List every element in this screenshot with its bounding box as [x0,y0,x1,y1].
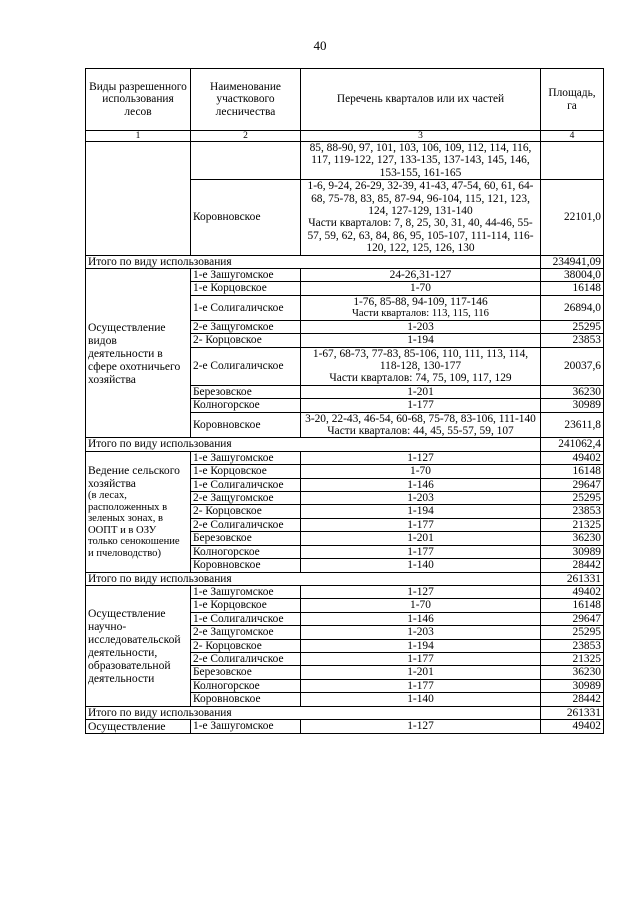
forestry-name-cell: Коровновское [191,559,301,572]
quarters-cell: 1-194 [301,334,541,347]
forestry-name-cell: 1-е Корцовское [191,282,301,295]
table-row [86,585,604,598]
quarters-cell: 1-127 [301,719,541,733]
use-type-line: деятельности в [88,346,163,360]
forestry-name-cell: Березовское [191,666,301,679]
area-cell: 36230 [541,532,604,545]
quarters-cell: 85, 88-90, 97, 101, 103, 106, 109, 112, 114, 116, 117, 119-122, 127, 133-135, 137-143, 145, 146, 153-155, 161-165 [301,142,541,180]
column-number: 2 [191,131,301,142]
area-cell: 29647 [541,612,604,625]
forestry-name-cell: 2-е Защугомское [191,320,301,333]
area-cell: 25295 [541,492,604,505]
area-cell: 21325 [541,518,604,531]
quarters-cell: 1-177 [301,518,541,531]
area-cell: 23853 [541,505,604,518]
use-type-cell [86,451,191,572]
use-type-cell [86,269,191,438]
area-cell: 16148 [541,282,604,295]
quarters-cell: 1-70 [301,599,541,612]
forestry-name-cell: 1-е Корцовское [191,599,301,612]
quarters-cell: 1-127 [301,585,541,598]
area-cell: 22101,0 [541,180,604,255]
use-type-line: (в лесах, [88,490,127,502]
use-type-line: Осуществление [88,606,166,620]
area-cell: 21325 [541,652,604,665]
quarters-cell [301,347,541,385]
column-number-row [86,131,604,142]
quarters-cell: 1-140 [301,693,541,706]
use-type-line: Осуществление [88,320,166,334]
use-type-line: научно- [88,619,127,633]
area-cell: 30989 [541,399,604,412]
use-type-cell [86,585,191,706]
header-forestry-name: Наименование участкового лесничества [191,69,301,131]
forestry-name-cell: 1-е Зашугомское [191,451,301,464]
forestry-name-cell: 2- Корцовское [191,334,301,347]
quarters-cell: 1-194 [301,639,541,652]
total-label: Итого по виду использования [86,706,541,719]
forestry-name-cell: 1-е Солигаличское [191,478,301,491]
forestry-name-cell: 2-е Защугомское [191,492,301,505]
quarters-cell [301,295,541,320]
forestry-name-cell: Коровновское [191,180,301,255]
use-type-line: хозяйства [88,477,136,491]
area-cell: 30989 [541,545,604,558]
forestry-name-cell: 2- Корцовское [191,505,301,518]
quarters-cell [301,180,541,255]
area-cell: 49402 [541,585,604,598]
quarters-cell: 1-194 [301,505,541,518]
column-number: 4 [541,131,604,142]
forestry-name-cell: Березовское [191,385,301,398]
quarters-cell [301,412,541,438]
area-cell: 49402 [541,451,604,464]
forestry-name-cell: 1-е Солигаличское [191,612,301,625]
area-cell: 16148 [541,599,604,612]
use-type-line: Ведение сельского [88,464,180,478]
quarters-cell: 1-70 [301,465,541,478]
area-cell: 23611,8 [541,412,604,438]
area-cell: 23853 [541,334,604,347]
quarters-cell: 1-177 [301,652,541,665]
quarters-cell: 1-203 [301,320,541,333]
table-row [86,451,604,464]
use-type-line: деятельности, [88,645,158,659]
total-value: 261331 [541,572,604,585]
forestry-name-cell: Коровновское [191,693,301,706]
total-value: 234941,09 [541,255,604,268]
column-number: 1 [86,131,191,142]
area-cell: 20037,6 [541,347,604,385]
quarters-cell: 1-201 [301,666,541,679]
header-area: Площадь, га [541,69,604,131]
area-cell: 36230 [541,385,604,398]
total-value: 261331 [541,706,604,719]
use-type-cell: Осуществление [86,719,191,733]
quarter-parts: Части кварталов: 74, 75, 109, 117, 129 [329,372,512,385]
area-cell: 29647 [541,478,604,491]
area-cell: 38004,0 [541,269,604,282]
use-type-line: зеленых зонах, в [88,513,163,525]
quarters-list: 3-20, 22-43, 46-54, 60-68, 75-78, 83-106, 111-140 [305,412,536,425]
forestry-name-cell: 2-е Солигаличское [191,347,301,385]
total-row [86,438,604,451]
quarters-cell: 1-127 [301,451,541,464]
header-quarters: Перечень кварталов или их частей [301,69,541,131]
forestry-name-cell: 2-е Солигаличское [191,652,301,665]
quarters-cell: 1-70 [301,282,541,295]
quarters-cell: 24-26,31-127 [301,269,541,282]
table-row [86,142,604,180]
use-type-line: и пчеловодство) [88,547,161,559]
quarters-cell: 1-140 [301,559,541,572]
quarter-parts: Части кварталов: 7, 8, 25, 30, 31, 40, 44-46, 55-57, 59, 62, 63, 84, 86, 95, 105-107, 111-114, 116-120, 122, 125, 126, 130 [307,217,534,255]
use-type-line: деятельности [88,671,155,685]
use-type-line: исследовательской [88,632,181,646]
forestry-name-cell: 1-е Зашугомское [191,719,301,733]
forestry-name-cell: Березовское [191,532,301,545]
use-type-line: образовательной [88,658,171,672]
area-cell: 25295 [541,626,604,639]
forestry-name-cell: 1-е Корцовское [191,465,301,478]
table-row [86,269,604,282]
header-use-type: Виды разрешенного использования лесов [86,69,191,131]
total-row [86,706,604,719]
total-label: Итого по виду использования [86,572,541,585]
quarters-cell: 1-146 [301,612,541,625]
page-number: 40 [313,38,327,53]
area-cell: 28442 [541,559,604,572]
forestry-name-cell: 2-е Солигаличское [191,518,301,531]
forest-use-table [85,68,604,734]
forestry-name-cell: 1-е Солигаличское [191,295,301,320]
forestry-name-cell: 1-е Зашугомское [191,585,301,598]
quarters-cell: 1-177 [301,399,541,412]
area-cell: 49402 [541,719,604,733]
table-row [86,719,604,733]
quarters-cell: 1-203 [301,492,541,505]
forestry-name-cell: Колногорское [191,399,301,412]
quarters-cell: 1-201 [301,532,541,545]
use-type-cell [86,142,191,256]
total-label: Итого по виду использования [86,438,541,451]
forestry-name-cell: 1-е Зашугомское [191,269,301,282]
area-cell: 23853 [541,639,604,652]
area-cell: 28442 [541,693,604,706]
use-type-line: только сенокошение [88,536,180,548]
quarters-cell: 1-177 [301,679,541,692]
use-type-line: ООПТ и в ОЗУ [88,524,157,536]
use-type-line: сфере охотничьего [88,359,181,373]
column-number: 3 [301,131,541,142]
total-value: 241062,4 [541,438,604,451]
quarter-parts: Части кварталов: 44, 45, 55-57, 59, 107 [327,425,514,438]
forestry-name-cell: Коровновское [191,412,301,438]
area-cell: 25295 [541,320,604,333]
area-cell [541,142,604,180]
quarter-parts: Части кварталов: 113, 115, 116 [352,308,489,320]
forestry-name-cell: Колногорское [191,679,301,692]
area-cell: 30989 [541,679,604,692]
quarters-list: 1-67, 68-73, 77-83, 85-106, 110, 111, 113, 114, 118-128, 130-177 [312,347,529,372]
forestry-name-cell [191,142,301,180]
forestry-name-cell: 2- Корцовское [191,639,301,652]
area-cell: 16148 [541,465,604,478]
use-type-line: хозяйства [88,372,136,386]
quarters-list: 1-6, 9-24, 26-29, 32-39, 41-43, 47-54, 60, 61, 64-68, 75-78, 83, 85, 87-94, 96-104, 115, 121, 123, 124, 127-129, 131-140 [307,180,534,218]
forestry-name-cell: 2-е Защугомское [191,626,301,639]
use-type-line: видов [88,333,117,347]
total-row [86,255,604,268]
header-row [86,69,604,131]
area-cell: 26894,0 [541,295,604,320]
total-label: Итого по виду использования [86,255,541,268]
quarters-cell: 1-146 [301,478,541,491]
use-type-line: расположенных в [88,501,168,513]
quarters-list: 1-76, 85-88, 94-109, 117-146 [353,295,488,308]
quarters-cell: 1-201 [301,385,541,398]
quarters-cell: 1-177 [301,545,541,558]
quarters-cell: 1-203 [301,626,541,639]
forestry-name-cell: Колногорское [191,545,301,558]
area-cell: 36230 [541,666,604,679]
total-row [86,572,604,585]
